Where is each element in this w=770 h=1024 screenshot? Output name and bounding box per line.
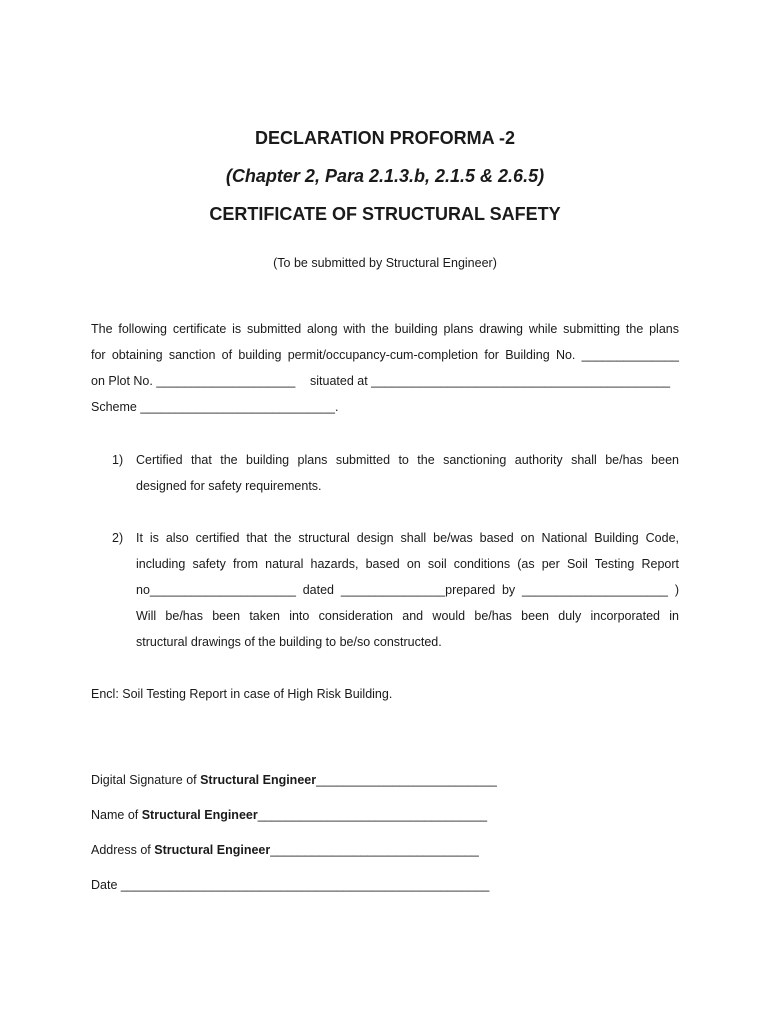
document-title: DECLARATION PROFORMA -2 [255, 128, 515, 148]
address-field-role: Structural Engineer [154, 843, 271, 857]
item-1-number: 1) [112, 453, 124, 467]
intro-plot-no: on Plot No. ____________________ [91, 374, 296, 388]
address-field-label: Address of [91, 843, 155, 857]
item-2-line-2: including safety from natural hazards, based on soil conditions (as per Soil Testing Report [136, 557, 679, 571]
signature-field-label: Digital Signature of [91, 773, 201, 787]
intro-scheme: Scheme ____________________________. [91, 400, 339, 414]
address-field-blank: ______________________________ [270, 843, 479, 857]
intro-line-2: for obtaining sanction of building permit/occupancy-cum-completion for Building No. ______________ [91, 348, 679, 362]
intro-situated-at: situated at ___________________________________________ [310, 374, 671, 388]
certificate-title: CERTIFICATE OF STRUCTURAL SAFETY [209, 204, 561, 224]
item-2-number: 2) [112, 531, 124, 545]
item-1-line-2: designed for safety requirements. [136, 479, 322, 493]
submission-note: (To be submitted by Structural Engineer) [273, 256, 497, 270]
signature-field-blank: __________________________ [316, 773, 497, 787]
signature-field-role: Structural Engineer [200, 773, 317, 787]
date-field [91, 878, 489, 892]
date-field-blank: _____________________________________________________ [120, 878, 490, 892]
name-field-blank: _________________________________ [257, 808, 488, 822]
signature-field [91, 773, 497, 787]
date-field-label: Date [91, 878, 121, 892]
intro-line-1: The following certificate is submitted along with the building plans drawing while submitting the plans [91, 322, 679, 336]
item-1-line-1: Certified that the building plans submitted to the sanctioning authority shall be/has been [136, 453, 679, 467]
name-field-role: Structural Engineer [141, 808, 258, 822]
item-2-line-1: It is also certified that the structural design shall be/was based on National Building Code, [136, 531, 679, 545]
chapter-reference: (Chapter 2, Para 2.1.3.b, 2.1.5 & 2.6.5) [225, 166, 545, 186]
name-field [91, 808, 487, 822]
item-2-line-3: no_____________________ dated _______________prepared by _____________________ ) [136, 583, 679, 597]
item-2-line-5: structural drawings of the building to be/so constructed. [136, 635, 442, 649]
name-field-label: Name of [91, 808, 142, 822]
address-field [91, 843, 479, 857]
enclosure-note: Encl: Soil Testing Report in case of High Risk Building. [91, 687, 393, 701]
item-2-line-4: Will be/has been taken into consideration and would be/has been duly incorporated in [136, 609, 679, 623]
